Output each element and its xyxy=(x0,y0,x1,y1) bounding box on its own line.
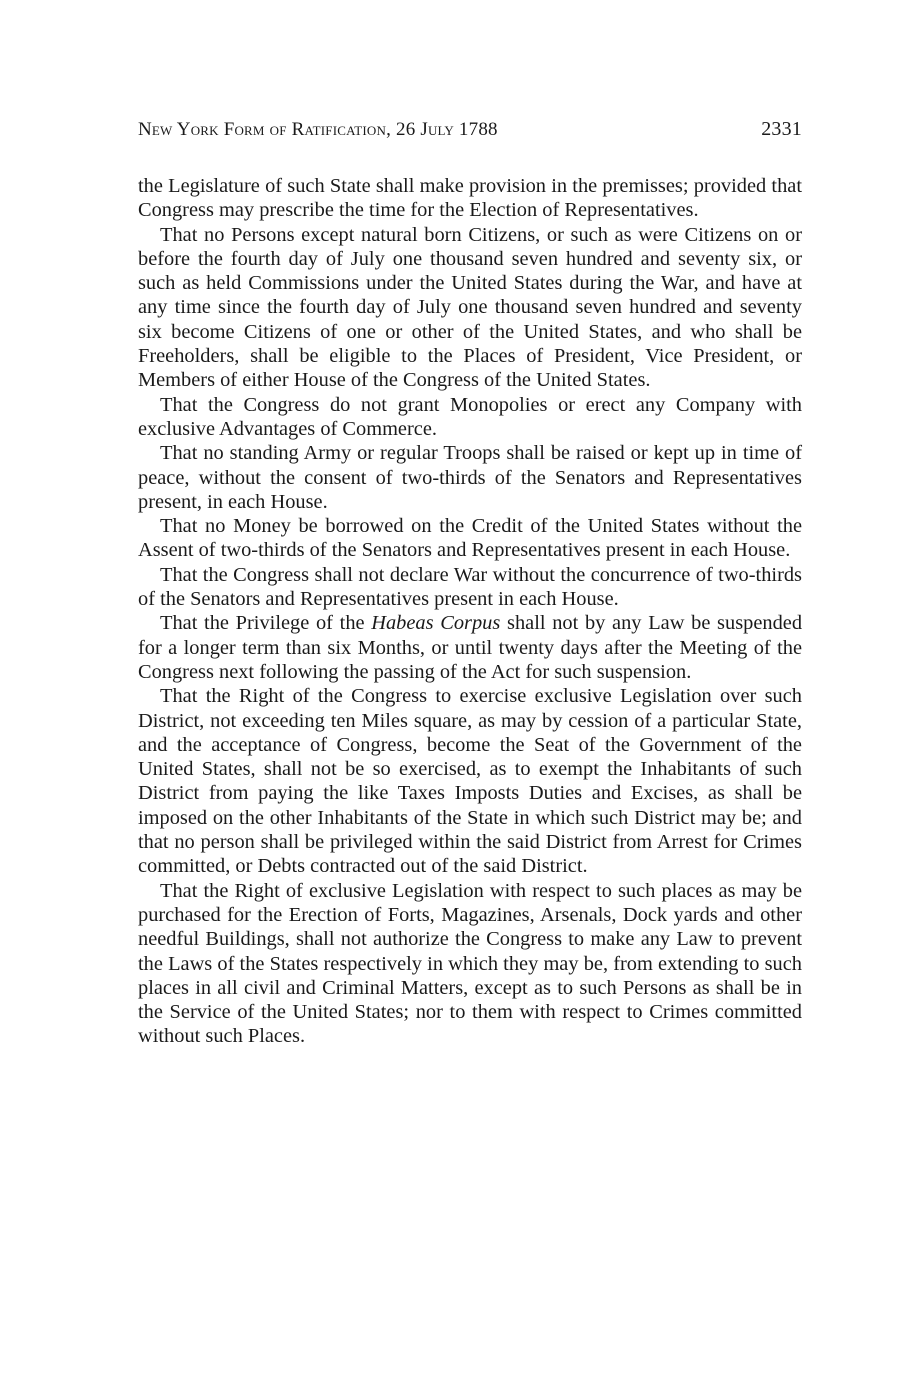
running-head xyxy=(138,118,802,152)
habeas-corpus-lead-text: That the Privilege of the xyxy=(160,612,372,635)
paragraph-seat-of-government: That the Right of the Congress to exercise exclusive Legislation over such District, not exceeding ten Miles square, as may by cession of a particular State, and the acceptance of Congress, become the Seat of the Government of the United States, shall not be so exercised, as to exempt the Inhabitants of such District from paying the like Taxes Imposts Duties and Excises, as shall be imposed on the other Inhabitants of the State in which such District may be; and that no person shall be privileged within the said District from Arrest for Crimes committed, or Debts contracted out of the said District. xyxy=(138,685,802,878)
running-title: New York Form of Ratification, 26 July 1788 xyxy=(138,119,498,140)
paragraph-eligibility-of-citizens: That no Persons except natural born Citizens, or such as were Citizens on or before the fourth day of July one thousand seven hundred and seventy six, or such as held Commissions under the United States during the War, and have at any time since the fourth day of July one thousand seven hundred and seventy six become Citizens of one or other of the United States, and who shall be Freeholders, shall be eligible to the Places of President, Vice President, or Members of either House of the Congress of the United States. xyxy=(138,223,802,392)
habeas-corpus-remaining-text: shall not by any Law be suspended for a longer term than six Months, or until twenty days after the Meeting of the Congress next following the passing of the Act for such suspension. xyxy=(138,612,803,683)
paragraph-habeas-corpus xyxy=(138,611,802,684)
paragraph-exclusive-legislation: That the Right of exclusive Legislation with respect to such places as may be purchased for the Erection of Forts, Magazines, Arsenals, Dock yards and other needful Buildings, shall not authorize the Congress to make any Law to prevent the Laws of the States respectively in which they may be, from extending to such places in all civil and Criminal Matters, except as to such Persons as shall be in the Service of the United States; nor to them with respect to Crimes committed without such Places. xyxy=(138,879,802,1048)
document-page xyxy=(138,118,802,1049)
paragraph-continued-from-previous-page: the Legislature of such State shall make provision in the premisses; provided that Congress may prescribe the time for the Election of Representatives. xyxy=(138,175,802,222)
paragraph-borrowing-money: That no Money be borrowed on the Credit of the United States without the Assent of two-thirds of the Senators and Representatives present in each House. xyxy=(138,515,802,562)
paragraph-declaring-war: That the Congress shall not declare War without the concurrence of two-thirds of the Senators and Representatives present in each House. xyxy=(138,563,802,611)
habeas-corpus-italic-term: Habeas Corpus xyxy=(371,612,501,635)
body-text xyxy=(138,174,802,1049)
paragraph-standing-army: That no standing Army or regular Troops shall be raised or kept up in time of peace, without the consent of two-thirds of the Senators and Representatives present, in each House. xyxy=(138,442,802,513)
paragraph-monopolies: That the Congress do not grant Monopolies or erect any Company with exclusive Advantages of Commerce. xyxy=(138,393,802,440)
page-number: 2331 xyxy=(761,118,802,140)
